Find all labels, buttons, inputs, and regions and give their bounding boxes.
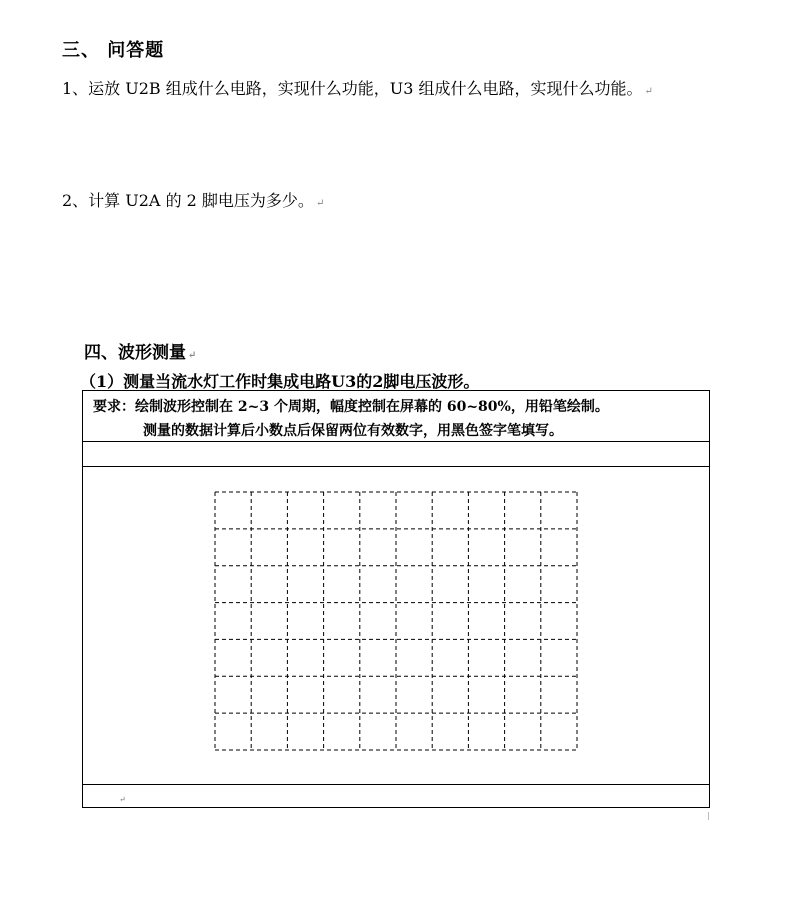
paragraph-mark-icon: ↵ [644, 86, 653, 97]
table-row-divider [83, 466, 709, 467]
question-two-text: 2、计算 U2A 的 2 脚电压为多少。 [62, 191, 314, 210]
section-three-heading: 三、 问答题 [62, 40, 165, 61]
waveform-task-title: （1）测量当流水灯工作时集成电路U3的2脚电压波形。 [80, 372, 480, 391]
table-row-divider [83, 441, 709, 442]
table-row-divider [83, 784, 709, 785]
oscilloscope-grid[interactable] [214, 491, 580, 753]
requirement-line-1: 要求：绘制波形控制在 2~3 个周期，幅度控制在屏幕的 60~80%，用铅笔绘制。 [93, 399, 609, 415]
question-one [62, 76, 653, 99]
section-four-heading-text: 四、波形测量 [84, 343, 186, 363]
waveform-table [82, 390, 710, 808]
question-one-text: 1、运放 U2B 组成什么电路，实现什么功能，U3 组成什么电路，实现什么功能。 [62, 79, 643, 98]
requirement-line-2: 测量的数据计算后小数点后保留两位有效数字，用黑色签字笔填写。 [143, 423, 563, 439]
paragraph-mark-icon: ↵ [315, 198, 325, 209]
question-two [62, 188, 324, 211]
paragraph-mark-icon: ↵ [188, 350, 197, 361]
section-four-heading [84, 338, 196, 363]
cell-mark-icon: ↵ [119, 795, 126, 804]
requirements-text [93, 395, 609, 443]
page-edge-mark [708, 812, 709, 820]
